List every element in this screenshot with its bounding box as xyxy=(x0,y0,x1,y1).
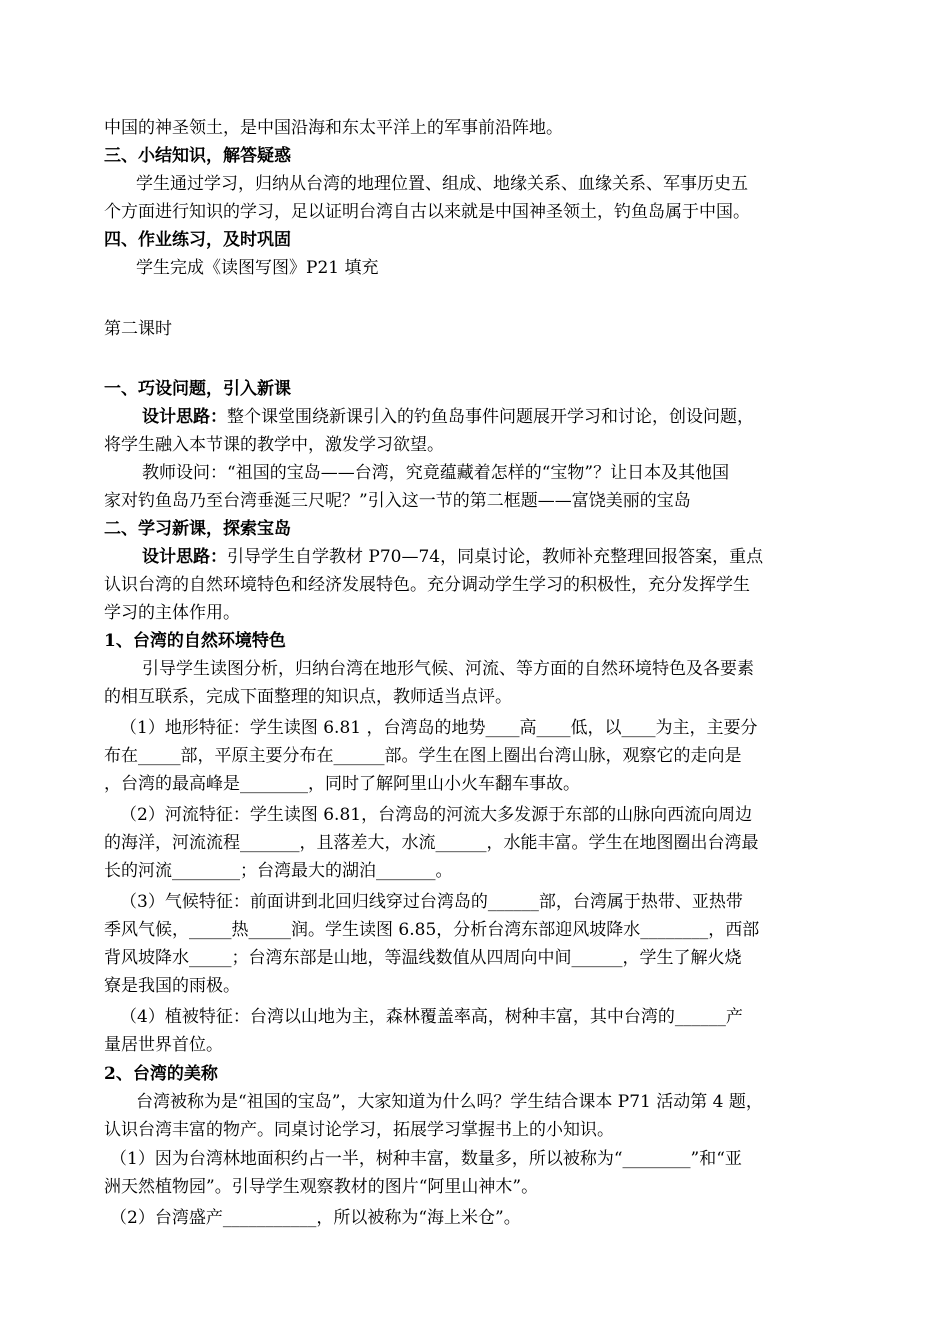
paragraph-line: 学习的主体作用。 xyxy=(104,603,240,623)
paragraph-line: 布在_____部，平原主要分布在______部。学生在图上圈出台湾山脉，观察它的走向是 xyxy=(104,746,742,766)
paragraph-line: 的海洋，河流流程_______，且落差大，水流______，水能丰富。学生在地图圈出台湾最 xyxy=(104,833,759,853)
paragraph-line: ，台湾的最高峰是________，同时了解阿里山小火车翻车事故。 xyxy=(104,774,580,794)
paragraph-line: 长的河流________；台湾最大的湖泊_______。 xyxy=(104,861,453,881)
paragraph-line: （1）因为台湾林地面积约占一半，树种丰富，数量多，所以被称为“________”和“亚 xyxy=(110,1149,742,1169)
paragraph-line: （1）地形特征：学生读图 6.81 ，台湾岛的地势____高____低，以____为主，主要分 xyxy=(120,718,758,738)
paragraph-line: 学生通过学习，归纳从台湾的地理位置、组成、地缘关系、血缘关系、军事历史五 xyxy=(136,174,748,194)
lesson-title: 第二课时 xyxy=(104,319,172,339)
paragraph-line: 将学生融入本节课的教学中，激发学习欲望。 xyxy=(104,435,444,455)
paragraph-line: 季风气候，_____热_____润。学生读图 6.85，分析台湾东部迎风坡降水________，西部 xyxy=(104,920,760,940)
paragraph-line: （2）台湾盛产___________，所以被称为“海上米仓”。 xyxy=(110,1208,521,1228)
paragraph-line: 教师设问：“祖国的宝岛——台湾，究竟蕴藏着怎样的“宝物”？让日本及其他国 xyxy=(142,463,730,483)
paragraph-line: 中国的神圣领土，是中国沿海和东太平洋上的军事前沿阵地。 xyxy=(104,118,563,138)
paragraph-line xyxy=(142,546,892,568)
section-heading: 二、学习新课，探索宝岛 xyxy=(104,519,291,539)
paragraph-line: 引导学生读图分析，归纳台湾在地形气候、河流、等方面的自然环境特色及各要素 xyxy=(142,659,754,679)
paragraph-line xyxy=(142,406,892,428)
paragraph-line: 家对钓鱼岛乃至台湾垂涎三尺呢？”引入这一节的第二框题——富饶美丽的宝岛 xyxy=(104,491,691,511)
paragraph-line: 的相互联系，完成下面整理的知识点，教师适当点评。 xyxy=(104,687,512,707)
paragraph-line: 学生完成《读图写图》P21 填充 xyxy=(136,258,379,278)
section-heading: 一、巧设问题，引入新课 xyxy=(104,379,291,399)
paragraph-line: （4）植被特征：台湾以山地为主，森林覆盖率高，树种丰富，其中台湾的______产 xyxy=(120,1007,743,1027)
design-idea-text: 整个课堂围绕新课引入的钓鱼岛事件问题展开学习和讨论，创设问题， xyxy=(227,407,754,427)
section-heading: 三、小结知识，解答疑惑 xyxy=(104,146,291,166)
paragraph-line: 背风坡降水_____；台湾东部是山地，等温线数值从四周向中间______，学生了解火烧 xyxy=(104,948,742,968)
paragraph-line: 量居世界首位。 xyxy=(104,1035,223,1055)
subsection-heading: 2、台湾的美称 xyxy=(104,1064,218,1084)
paragraph-line: （3）气候特征：前面讲到北回归线穿过台湾岛的______部，台湾属于热带、亚热带 xyxy=(120,892,743,912)
section-heading: 四、作业练习，及时巩固 xyxy=(104,230,291,250)
paragraph-line: （2）河流特征：学生读图 6.81，台湾岛的河流大多发源于东部的山脉向西流向周边 xyxy=(120,805,753,825)
paragraph-line: 认识台湾丰富的物产。同桌讨论学习，拓展学习掌握书上的小知识。 xyxy=(104,1120,614,1140)
design-idea-label: 设计思路： xyxy=(142,547,227,567)
paragraph-line: 洲天然植物园”。引导学生观察教材的图片“阿里山神木”。 xyxy=(104,1177,539,1197)
design-idea-text: 引导学生自学教材 P70—74，同桌讨论，教师补充整理回报答案，重点 xyxy=(227,547,764,567)
paragraph-line: 认识台湾的自然环境特色和经济发展特色。充分调动学生学习的积极性，充分发挥学生 xyxy=(104,575,750,595)
paragraph-line: 个方面进行知识的学习，足以证明台湾自古以来就是中国神圣领土，钓鱼岛属于中国。 xyxy=(104,202,750,222)
paragraph-line: 台湾被称为是“祖国的宝岛”，大家知道为什么吗？学生结合课本 P71 活动第 4 题， xyxy=(136,1092,763,1112)
design-idea-label: 设计思路： xyxy=(142,407,227,427)
subsection-heading: 1、台湾的自然环境特色 xyxy=(104,631,286,651)
paragraph-line: 寮是我国的雨极。 xyxy=(104,976,240,996)
